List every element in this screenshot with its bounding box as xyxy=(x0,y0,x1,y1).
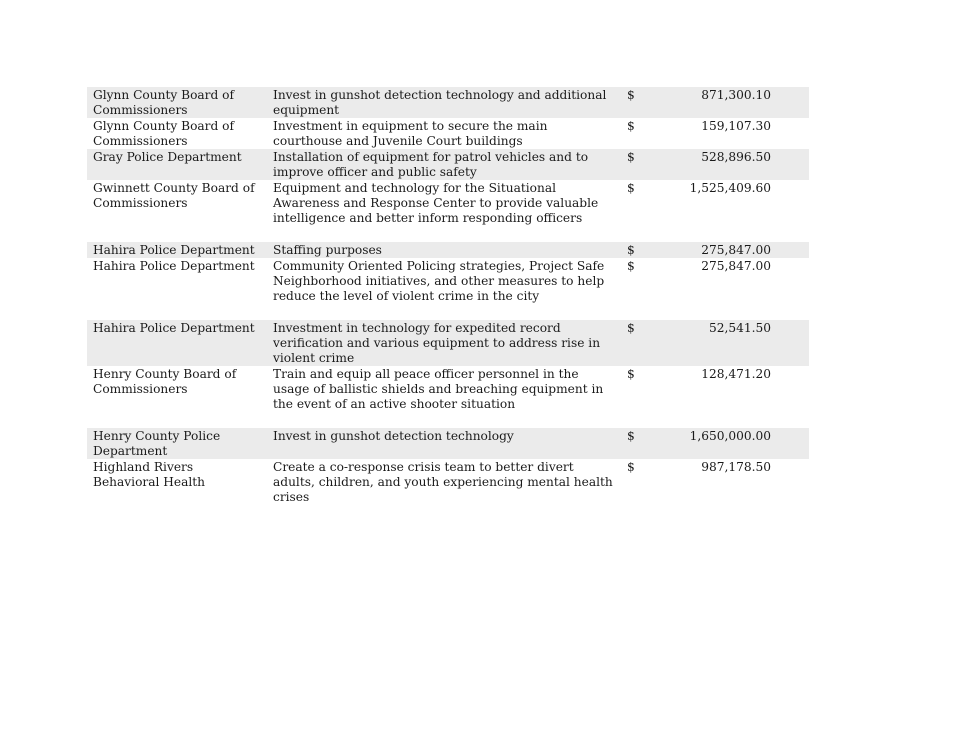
purpose-cell: Train and equip all peace officer personnel in the usage of ballistic shields and breaching equipment in the event of an active shooter situation xyxy=(273,367,604,411)
grant-table xyxy=(87,87,809,505)
purpose-cell: Investment in equipment to secure the main courthouse and Juvenile Court buildings xyxy=(273,119,548,148)
table-row xyxy=(87,366,809,428)
amount-cell: 52,541.50 xyxy=(673,320,809,366)
currency-cell: $ xyxy=(621,87,673,118)
amount-cell: 987,178.50 xyxy=(701,460,771,474)
purpose-cell: Equipment and technology for the Situational Awareness and Response Center to provide valuable intelligence and better inform responding officers xyxy=(273,181,599,225)
table-row xyxy=(87,242,809,258)
currency-cell: $ xyxy=(627,259,635,273)
amount-cell: 1,650,000.00 xyxy=(673,428,809,459)
purpose-cell: Community Oriented Policing strategies, Project Safe Neighborhood initiatives, and other measures to help reduce the level of violent crime in the city xyxy=(273,259,605,303)
recipient-cell: Glynn County Board of Commissioners xyxy=(93,119,235,148)
recipient-cell: Henry County Board of Commissioners xyxy=(93,367,237,396)
grant-rows xyxy=(87,87,809,505)
recipient-cell: Henry County Police Department xyxy=(87,428,267,459)
purpose-cell: Investment in technology for expedited record verification and various equipment to address rise in violent crime xyxy=(267,320,621,366)
table-row xyxy=(87,428,809,459)
amount-cell: 128,471.20 xyxy=(701,367,771,381)
recipient-cell: Gwinnett County Board of Commissioners xyxy=(93,181,255,210)
table-row xyxy=(87,258,809,320)
recipient-cell: Highland Rivers Behavioral Health xyxy=(93,460,206,489)
recipient-cell: Glynn County Board of Commissioners xyxy=(87,87,267,118)
recipient-cell: Hahira Police Department xyxy=(87,242,267,258)
amount-cell: 871,300.10 xyxy=(673,87,809,118)
currency-cell: $ xyxy=(627,119,635,133)
recipient-cell: Hahira Police Department xyxy=(87,320,267,366)
currency-cell: $ xyxy=(627,181,635,195)
currency-cell: $ xyxy=(621,428,673,459)
table-row xyxy=(87,459,809,505)
currency-cell: $ xyxy=(627,460,635,474)
purpose-cell: Invest in gunshot detection technology and additional equipment xyxy=(267,87,621,118)
purpose-cell: Staffing purposes xyxy=(267,242,621,258)
purpose-cell: Invest in gunshot detection technology xyxy=(267,428,621,459)
table-row xyxy=(87,118,809,149)
table-row xyxy=(87,180,809,242)
purpose-cell: Create a co-response crisis team to better divert adults, children, and youth experiencing mental health crises xyxy=(273,460,613,504)
currency-cell: $ xyxy=(621,149,673,180)
table-row xyxy=(87,149,809,180)
amount-cell: 275,847.00 xyxy=(673,242,809,258)
amount-cell: 528,896.50 xyxy=(673,149,809,180)
currency-cell: $ xyxy=(627,367,635,381)
recipient-cell: Hahira Police Department xyxy=(93,259,255,273)
recipient-cell: Gray Police Department xyxy=(87,149,267,180)
currency-cell: $ xyxy=(621,320,673,366)
currency-cell: $ xyxy=(621,242,673,258)
amount-cell: 1,525,409.60 xyxy=(689,181,771,195)
amount-cell: 275,847.00 xyxy=(701,259,771,273)
table-row xyxy=(87,320,809,366)
table-row xyxy=(87,87,809,118)
amount-cell: 159,107.30 xyxy=(701,119,771,133)
purpose-cell: Installation of equipment for patrol vehicles and to improve officer and public safety xyxy=(267,149,621,180)
